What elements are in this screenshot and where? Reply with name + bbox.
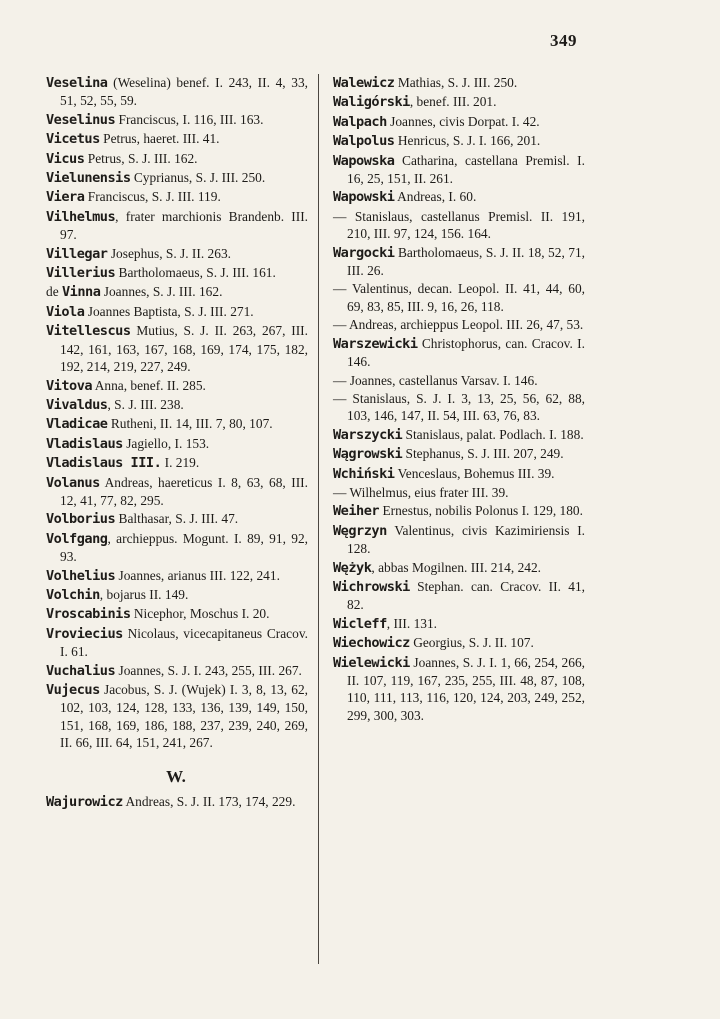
index-entry xyxy=(333,208,585,243)
entry-headword: Wielewicki xyxy=(333,654,410,671)
right-column xyxy=(333,74,585,725)
entry-headword: Wajurowicz xyxy=(46,794,123,811)
entry-headword: Vladislaus III. xyxy=(46,455,162,472)
entry-text: Balthasar, S. J. III. 47. xyxy=(115,511,239,527)
entry-headword: Vicus xyxy=(46,150,85,167)
entry-text: Cyprianus, S. J. III. 250. xyxy=(130,170,266,186)
entry-text: Joannes, S. J. I. 243, 255, III. 267. xyxy=(115,662,302,678)
index-entry xyxy=(46,111,308,129)
entry-text: Joannes, civis Dorpat. I. 42. xyxy=(386,113,540,129)
entry-text: Venceslaus, Bohemus III. 39. xyxy=(394,465,555,481)
column-divider xyxy=(318,74,319,964)
index-entry xyxy=(333,426,585,444)
left-entries-after-heading xyxy=(46,793,308,811)
entry-text: Georgius, S. J. II. 107. xyxy=(409,635,534,651)
index-entry xyxy=(333,634,585,652)
entry-headword: Wągrowski xyxy=(333,446,403,463)
entry-headword: Volhelius xyxy=(46,567,116,584)
entry-text: Jacobus, S. J. (Wujek) I. 3, 8, 13, 62, 102, 103, 124, 128, 133, 136, 139, 149, 150, 151, 168, 169, 186, 188, 237, 239, 240, 269, II. 66, III. 64, 151, 241, 267. xyxy=(60,682,308,751)
index-entry xyxy=(46,454,308,472)
entry-headword: Vitova xyxy=(46,377,93,394)
entry-text: Joannes, S. J. III. 162. xyxy=(100,284,223,300)
left-entries xyxy=(46,74,308,752)
entry-headword: Vilhelmus xyxy=(46,208,116,225)
entry-text: Valentinus, civis Kazimiriensis I. 128. xyxy=(347,522,585,557)
entry-headword: Vivaldus xyxy=(46,396,108,413)
index-entry xyxy=(333,335,585,371)
right-entries xyxy=(333,74,585,724)
entry-text: Ernestus, nobilis Polonus I. 129, 180. xyxy=(379,503,583,519)
entry-headword: Viola xyxy=(46,303,85,320)
page-number: 349 xyxy=(550,31,577,50)
entry-headword: Wiechowicz xyxy=(333,635,410,652)
index-entry xyxy=(333,132,585,150)
entry-text: Stanislaus, palat. Podlach. I. 188. xyxy=(402,426,584,442)
entry-headword: Waligórski xyxy=(333,94,410,111)
entry-text: Joannes, S. J. I. 1, 66, 254, 266, II. 107, 119, 167, 235, 255, III. 48, 87, 108, 110, 111, 113, 116, 120, 124, 203, 249, 252, 299, 300, 303. xyxy=(347,654,585,723)
index-entry xyxy=(333,578,585,614)
index-entry xyxy=(333,93,585,111)
entry-text: Catharina, castellana Premisl. I. 16, 25, 151, II. 261. xyxy=(347,152,585,187)
entry-text: , bojarus II. 149. xyxy=(99,586,189,602)
entry-text: Petrus, S. J. III. 162. xyxy=(84,150,198,166)
entry-text: Bartholomaeus, S. J. II. 18, 52, 71, III. 26. xyxy=(347,244,585,279)
index-entry xyxy=(333,465,585,483)
entry-text: Stephan. can. Cracov. II. 41, 82. xyxy=(347,578,585,613)
entry-prefix: de xyxy=(46,284,62,300)
entry-headword: Warszycki xyxy=(333,426,403,443)
entry-text: Franciscus, S. J. III. 119. xyxy=(84,189,221,205)
index-entry xyxy=(46,245,308,263)
entry-headword: Vielunensis xyxy=(46,170,131,187)
index-entry xyxy=(46,188,308,206)
entry-text: Joannes, castellanus Varsav. I. 146. xyxy=(349,372,538,388)
entry-headword: Villerius xyxy=(46,265,116,282)
entry-headword: Volfgang xyxy=(46,530,108,547)
index-entry xyxy=(333,372,585,389)
index-entry xyxy=(46,415,308,433)
entry-prefix: — xyxy=(333,390,353,406)
entry-text: , S. J. III. 238. xyxy=(107,396,184,412)
entry-text: Bartholomaeus, S. J. III. 161. xyxy=(115,265,276,281)
index-entry xyxy=(46,303,308,321)
index-entry xyxy=(46,130,308,148)
entry-text: Rutheni, II. 14, III. 7, 80, 107. xyxy=(107,416,273,432)
entry-headword: Vladicae xyxy=(46,416,108,433)
index-entry xyxy=(46,377,308,395)
index-entry xyxy=(333,502,585,520)
entry-text: , archieppus. Mogunt. I. 89, 91, 92, 93. xyxy=(60,530,308,565)
entry-text: Nicephor, Moschus I. 20. xyxy=(130,606,270,622)
entry-headword: Vroviecius xyxy=(46,625,123,642)
entry-text: , abbas Mogilnen. III. 214, 242. xyxy=(371,559,542,575)
index-entry xyxy=(333,654,585,725)
entry-headword: Walpolus xyxy=(333,133,395,150)
index-entry xyxy=(333,615,585,633)
entry-headword: Wchiński xyxy=(333,465,395,482)
entry-headword: Walewicz xyxy=(333,75,395,91)
entry-prefix: — xyxy=(333,484,350,500)
entry-headword: Vitellescus xyxy=(46,323,131,340)
entry-headword: Vuchalius xyxy=(46,662,116,679)
entry-text: Henricus, S. J. I. 166, 201. xyxy=(394,133,541,149)
index-entry xyxy=(46,208,308,244)
entry-text: Mathias, S. J. III. 250. xyxy=(394,75,518,90)
entry-text: , benef. III. 201. xyxy=(409,94,497,110)
entry-headword: Wichrowski xyxy=(333,578,410,595)
index-entry xyxy=(46,567,308,585)
entry-prefix: — xyxy=(333,208,355,224)
index-entry xyxy=(46,74,308,110)
entry-text: Joannes Baptista, S. J. III. 271. xyxy=(84,303,254,319)
index-entry xyxy=(333,113,585,131)
entry-text: Andreas, I. 60. xyxy=(394,189,477,205)
index-entry xyxy=(46,625,308,661)
index-entry xyxy=(333,559,585,577)
index-entry xyxy=(46,264,308,282)
entry-text: Jagiello, I. 153. xyxy=(122,435,210,451)
index-entry xyxy=(46,283,308,301)
entry-text: Andreas, S. J. II. 173, 174, 229. xyxy=(122,794,296,810)
entry-headword: Weiher xyxy=(333,503,380,520)
index-entry xyxy=(333,74,585,92)
entry-text: Franciscus, I. 116, III. 163. xyxy=(115,111,264,127)
entry-text: Anna, benef. II. 285. xyxy=(92,377,206,393)
index-entry xyxy=(46,681,308,752)
entry-text: Valentinus, decan. Leopol. II. 41, 44, 60, 69, 83, 85, III. 9, 16, 26, 118. xyxy=(347,281,586,314)
entry-headword: Wargocki xyxy=(333,244,395,261)
index-entry xyxy=(333,390,585,425)
index-entry xyxy=(333,188,585,206)
entry-text: Stanislaus, S. J. I. 3, 13, 25, 56, 62, 88, 103, 146, 147, II. 54, III. 63, 76, 83. xyxy=(347,390,585,424)
entry-headword: Volborius xyxy=(46,511,116,528)
index-entry xyxy=(333,316,585,333)
index-entry xyxy=(46,530,308,566)
entry-text: , frater marchionis Brandenb. III. 97. xyxy=(60,208,308,243)
entry-text: Christophorus, can. Cracov. I. 146. xyxy=(347,335,585,370)
entry-headword: Volanus xyxy=(46,474,100,491)
index-entry xyxy=(333,445,585,463)
index-entry xyxy=(46,435,308,453)
index-entry xyxy=(46,662,308,680)
entry-headword: Vroscabinis xyxy=(46,606,131,623)
entry-text: Andreas, archieppus Leopol. III. 26, 47, 53. xyxy=(349,317,584,333)
entry-text: Petrus, haeret. III. 41. xyxy=(99,131,220,147)
entry-headword: Wapowski xyxy=(333,189,395,206)
entry-headword: Vladislaus xyxy=(46,435,123,452)
entry-headword: Veselina xyxy=(46,75,108,91)
entry-text: Wilhelmus, eius frater III. 39. xyxy=(349,484,509,500)
entry-headword: Viera xyxy=(46,189,85,206)
section-letter-heading: W. xyxy=(166,766,186,786)
entry-prefix: — xyxy=(333,372,350,388)
entry-headword: Vinna xyxy=(62,284,101,301)
entry-headword: Villegar xyxy=(46,245,108,262)
entry-headword: Wapowska xyxy=(333,152,395,169)
entry-headword: Vujecus xyxy=(46,682,100,698)
entry-text: (Weselina) benef. I. 243, II. 4, 33, 51, 52, 55, 59. xyxy=(60,75,308,109)
entry-text: I. 219. xyxy=(161,455,200,471)
entry-text: Stanislaus, castellanus Premisl. II. 191, 210, III. 97, 124, 156. 164. xyxy=(347,208,585,242)
entry-headword: Wężyk xyxy=(333,559,372,576)
entry-headword: Walpach xyxy=(333,113,387,130)
left-column xyxy=(46,74,308,812)
index-entry xyxy=(46,474,308,510)
entry-text: Joannes, arianus III. 122, 241. xyxy=(115,567,280,583)
entry-headword: Warszewicki xyxy=(333,335,418,352)
index-entry xyxy=(46,605,308,623)
entry-headword: Wicleff xyxy=(333,615,387,632)
index-entry xyxy=(333,280,585,315)
index-entry xyxy=(333,522,585,558)
index-entry xyxy=(46,169,308,187)
entry-text: Andreas, haereticus I. 8, 63, 68, III. 12, 41, 77, 82, 295. xyxy=(60,474,308,508)
index-entry xyxy=(333,484,585,501)
index-entry xyxy=(46,793,308,811)
entry-prefix: — xyxy=(333,281,352,297)
entry-prefix: — xyxy=(333,317,349,333)
entry-headword: Vicetus xyxy=(46,131,100,148)
entry-text: Mutius, S. J. II. 263, 267, III. 142, 161, 163, 167, 168, 169, 174, 175, 182, 192, 214, 219, 227, 249. xyxy=(60,323,308,375)
entry-headword: Volchin xyxy=(46,586,100,603)
index-entry xyxy=(46,586,308,604)
entry-text: , III. 131. xyxy=(386,615,437,631)
index-entry xyxy=(46,510,308,528)
entry-text: Stephanus, S. J. III. 207, 249. xyxy=(402,446,564,462)
index-entry xyxy=(46,150,308,168)
index-entry xyxy=(46,322,308,375)
entry-text: Nicolaus, vicecapitaneus Cracov. I. 61. xyxy=(60,625,308,660)
index-entry xyxy=(46,396,308,414)
entry-headword: Węgrzyn xyxy=(333,522,387,539)
entry-headword: Veselinus xyxy=(46,111,116,128)
index-entry xyxy=(333,244,585,280)
entry-text: Josephus, S. J. II. 263. xyxy=(107,245,231,261)
index-entry xyxy=(333,152,585,188)
